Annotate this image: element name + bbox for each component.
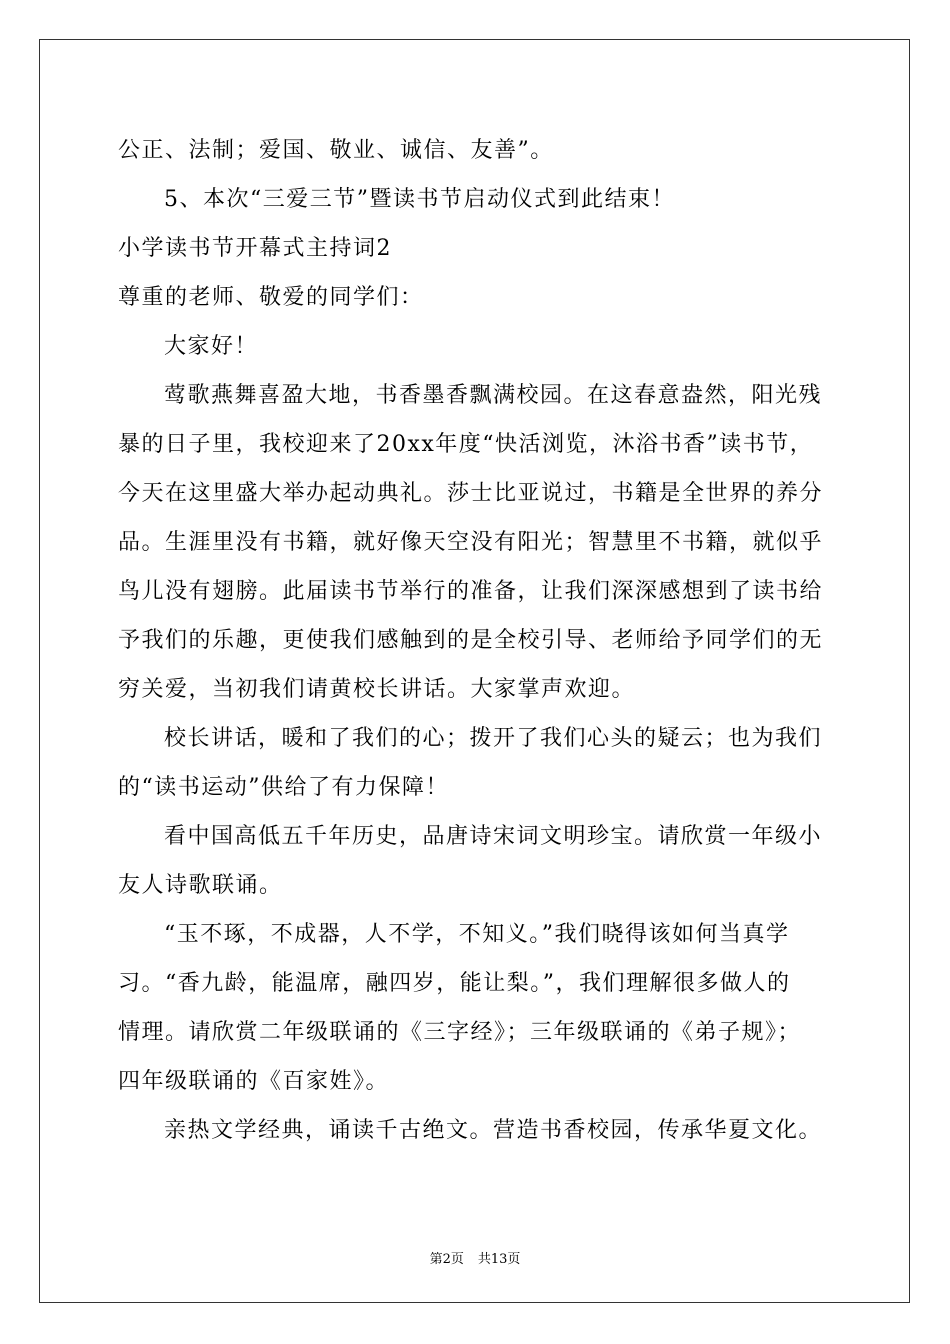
salutation: 尊重的老师、敬爱的同学们： [118, 285, 424, 310]
text-line: 品。生涯里没有书籍，就好像天空没有阳光；智慧里不书籍，就似乎 [118, 530, 824, 555]
greeting: 大家好！ [164, 334, 259, 359]
text-line: 公正、法制；爱国、敬业、诚信、友善”。 [118, 138, 554, 163]
text-line: 今天在这里盛大举办起动典礼。莎士比亚说过，书籍是全世界的养分 [118, 481, 824, 506]
text-line: 5、本次“三爱三节”暨读书节启动仪式到此结束！ [164, 187, 675, 212]
text-line: 情理。请欣赏二年级联诵的《三字经》；三年级联诵的《弟子规》； [118, 1020, 802, 1045]
text-line: 看中国高低五千年历史，品唐诗宋词文明珍宝。请欣赏一年级小 [164, 824, 823, 849]
text-line: 鸟儿没有翅膀。此届读书节举行的准备，让我们深深感想到了读书给 [118, 579, 824, 604]
text-line: 穷关爱，当初我们请黄校长讲话。大家掌声欢迎。 [118, 677, 636, 702]
section-title: 小学读书节开幕式主持词2 [118, 236, 392, 261]
text-line: 的“读书运动”供给了有力保障！ [118, 775, 449, 800]
page-total: 共13页 [477, 1252, 521, 1267]
text-line: 予我们的乐趣，更使我们感触到的是全校引导、老师给予同学们的无 [118, 628, 824, 653]
text-line: 校长讲话，暖和了我们的心；拨开了我们心头的疑云；也为我们 [164, 726, 823, 751]
text-line: 亲热文学经典，诵读千古绝文。营造书香校园，传承华夏文化。 [164, 1118, 823, 1143]
document-body [118, 126, 858, 1155]
page-number: 第2页 [429, 1252, 464, 1267]
page-footer [0, 1248, 950, 1267]
text-line: 友人诗歌联诵。 [118, 873, 283, 898]
text-line: “玉不琢，不成器，人不学，不知义。”我们晓得该如何当真学 [164, 922, 790, 947]
text-line: 莺歌燕舞喜盈大地，书香墨香飘满校园。在这春意盎然，阳光残 [164, 383, 823, 408]
text-line: 暴的日子里，我校迎来了20xx年度“快活浏览，沐浴书香”读书节， [118, 432, 814, 457]
text-line: 习。“香九龄，能温席，融四岁，能让梨。”，我们理解很多做人的 [118, 971, 791, 996]
text-line: 四年级联诵的《百家姓》。 [118, 1069, 390, 1094]
